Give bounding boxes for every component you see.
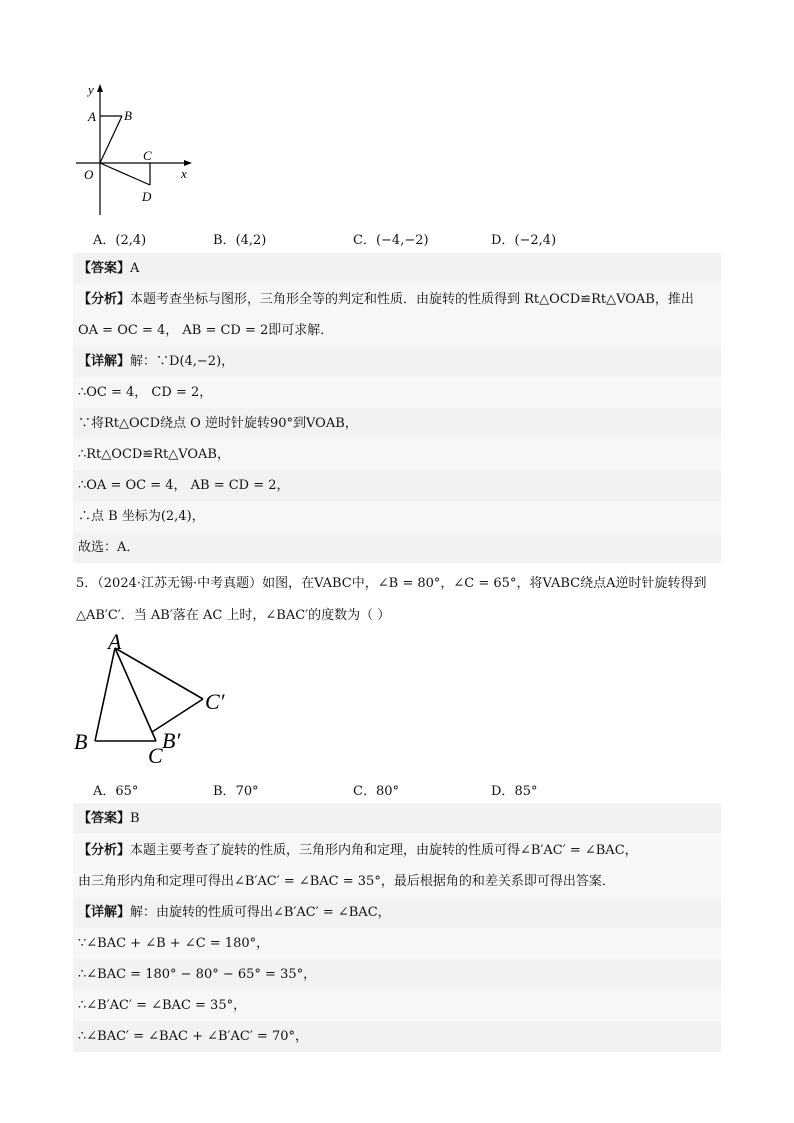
q4-choice-c: C．(−4,−2) — [353, 233, 429, 248]
coordinate-figure — [70, 80, 200, 220]
label-o: O — [84, 167, 94, 182]
label-a: A — [108, 629, 122, 654]
q4-detail-line4: ∴Rt△OCD≌Rt△VOAB， — [73, 439, 721, 470]
q5-question-line2: △AB′C′．当 AB′落在 AC 上时，∠BAC′的度数为（ ） — [76, 608, 391, 623]
q5-detail-line3: ∴∠BAC = 180° − 80° − 65° = 35°， — [73, 959, 721, 990]
q4-detail-line1: 【详解】解：∵D(4,−2)， — [73, 346, 721, 377]
segment-ob — [100, 116, 122, 163]
side-ac — [115, 648, 156, 741]
q4-choice-d: D．(−2,4) — [491, 233, 557, 248]
q5-choice-b: B．70° — [213, 784, 259, 799]
segment-od — [100, 163, 150, 185]
q4-detail-line5: ∴OA = OC = 4， AB = CD = 2， — [73, 470, 721, 501]
label-d: D — [142, 189, 152, 204]
q4-analysis-line2: OA = OC = 4， AB = CD = 2即可求解． — [73, 315, 721, 346]
q5-detail-line1: 【详解】解：由旋转的性质可得出∠B′AC′ = ∠BAC， — [73, 897, 721, 928]
label-x: x — [181, 166, 187, 181]
q5-detail-line5: ∴∠BAC′ = ∠BAC + ∠B′AC′ = 70°， — [73, 1021, 721, 1052]
q4-answer: 【答案】A — [73, 253, 721, 284]
triangle-figure — [70, 628, 245, 770]
label-b: B — [124, 108, 132, 123]
q4-detail-line2: ∴OC = 4， CD = 2， — [73, 377, 721, 408]
label-c: C — [148, 743, 163, 768]
y-axis-arrow — [97, 84, 103, 92]
q5-analysis-line2: 由三角形内角和定理可得出∠B′AC′ = ∠BAC = 35°，最后根据角的和差关系即可得出答案． — [73, 866, 721, 897]
label-b-prime: B′ — [162, 728, 181, 753]
q5-choice-a: A．65° — [93, 784, 139, 799]
label-c: C — [143, 148, 152, 163]
side-ac-prime — [115, 648, 203, 699]
q5-detail-line2: ∵∠BAC + ∠B + ∠C = 180°， — [73, 928, 721, 959]
label-c-prime: C′ — [205, 689, 225, 714]
q4-analysis-line1: 【分析】本题考查坐标与图形，三角形全等的判定和性质．由旋转的性质得到 Rt△OCD≌Rt△VOAB，推出 — [73, 284, 721, 315]
label-a: A — [88, 109, 96, 124]
label-y: y — [88, 82, 94, 97]
q5-analysis-line1: 【分析】本题主要考查了旋转的性质，三角形内角和定理，由旋转的性质可得∠B′AC′ = ∠BAC， — [73, 835, 721, 866]
q5-question-line1: 5．（2024·江苏无锡·中考真题）如图，在VABC中，∠B = 80°，∠C = 65°，将VABC绕点A逆时针旋转得到 — [76, 576, 707, 591]
q5-answer: 【答案】B — [73, 803, 721, 834]
q4-detail-line3: ∵将Rt△OCD绕点 O 逆时针旋转90°到VOAB， — [73, 408, 721, 439]
label-b: B — [74, 729, 88, 754]
q4-choice-b: B．(4,2) — [213, 233, 267, 248]
side-ab — [95, 648, 115, 741]
q4-detail-line6: ∴点 B 坐标为(2,4)， — [73, 501, 721, 532]
q5-choice-c: C．80° — [353, 784, 399, 799]
q4-detail-line7: 故选：A． — [73, 532, 721, 563]
q4-choice-a: A．(2,4) — [93, 233, 147, 248]
q5-choice-d: D．85° — [491, 784, 538, 799]
q5-detail-line4: ∴∠B′AC′ = ∠BAC = 35°， — [73, 990, 721, 1021]
